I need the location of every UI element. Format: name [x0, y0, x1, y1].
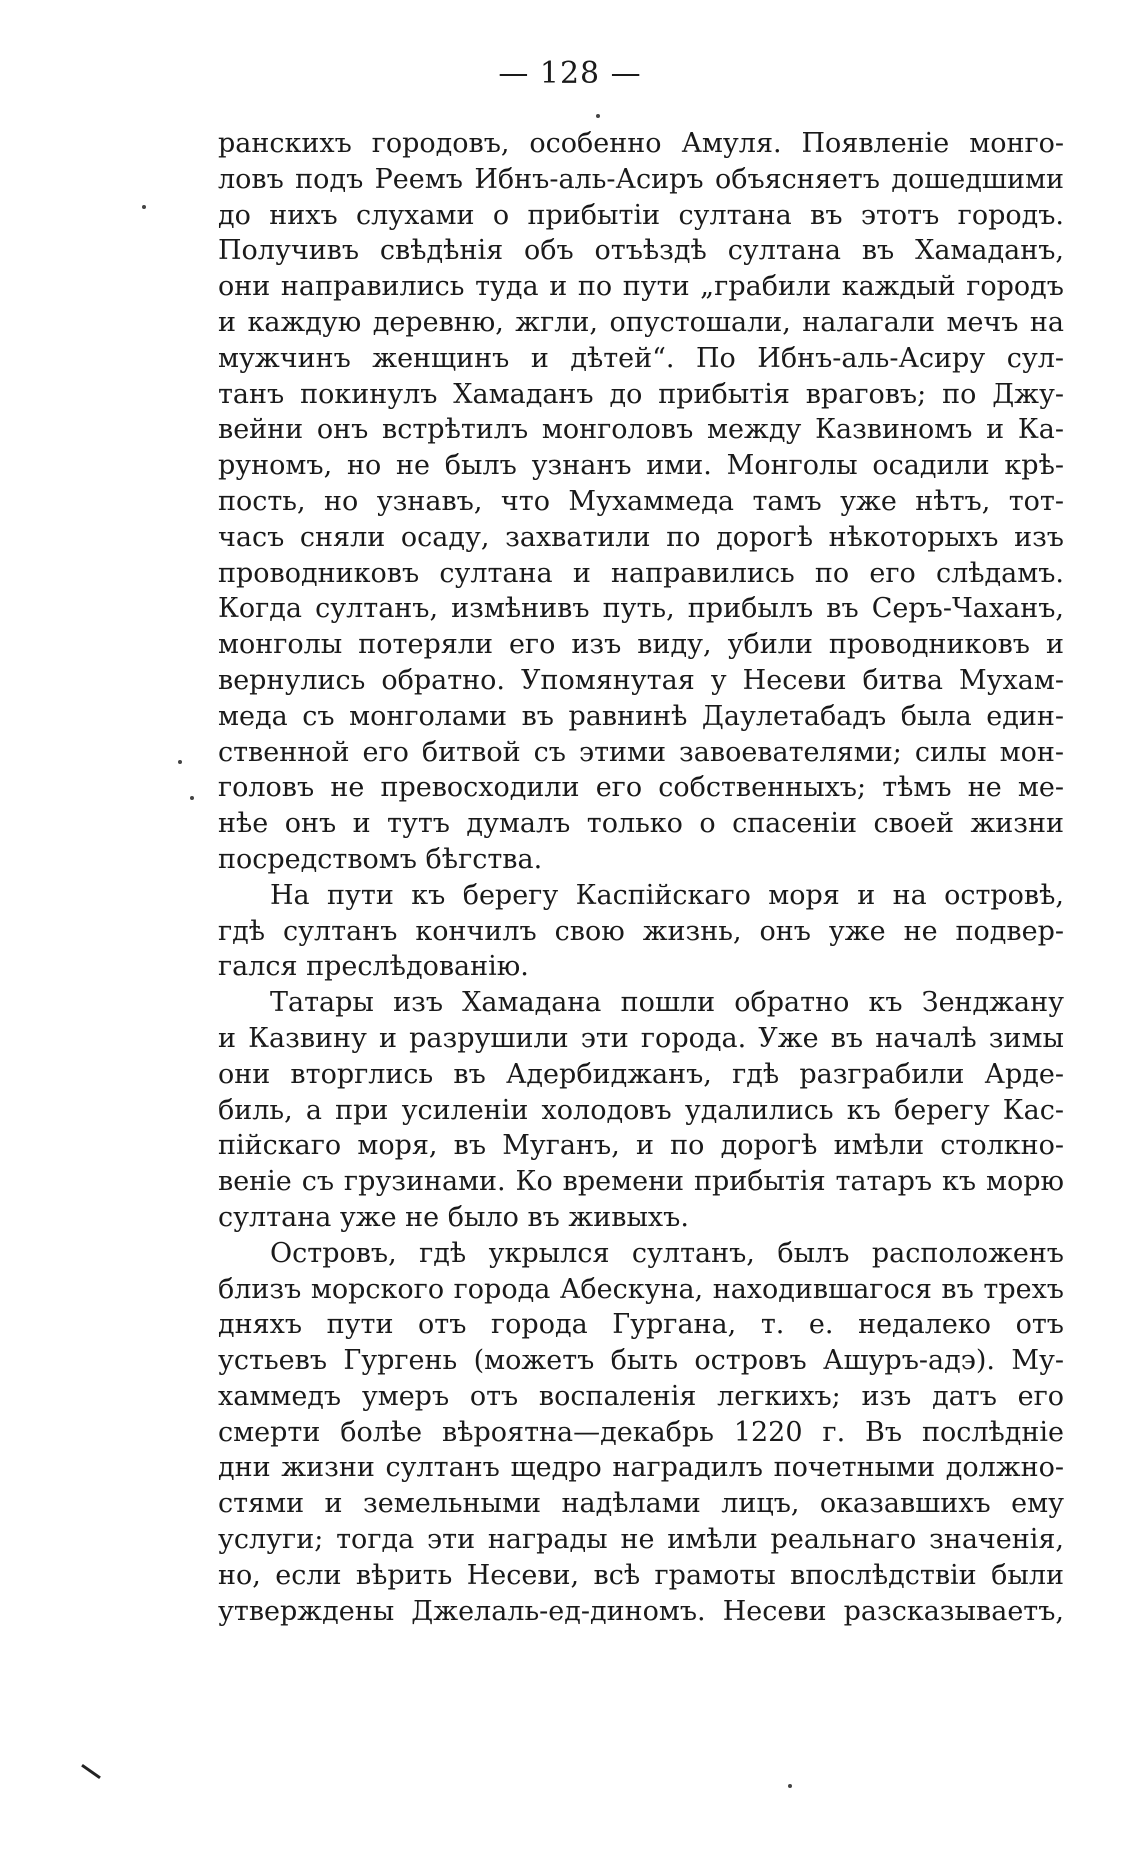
text-line: часъ сняли осаду, захватили по дорогѣ нѣкоторыхъ изъ — [218, 521, 1064, 553]
text-line: мужчинъ женщинъ и дѣтей“. По Ибнъ-аль-Асиру сул- — [218, 342, 1064, 374]
text-line: гдѣ султанъ кончилъ свою жизнь, онъ уже не подвер- — [218, 915, 1064, 947]
text-line: пійскаго моря, въ Муганъ, и по дорогѣ имѣли столкно- — [218, 1130, 1064, 1162]
text-line: вейни онъ встрѣтилъ монголовъ между Казвиномъ и Ка- — [218, 414, 1064, 446]
scan-dot — [190, 796, 194, 800]
text-line: нѣе онъ и тутъ думалъ только о спасеніи своей жизни — [218, 808, 1064, 840]
text-line: они вторглись въ Адербиджанъ, гдѣ разграбили Арде- — [218, 1058, 1064, 1090]
page-number: — 128 — — [498, 56, 642, 91]
text-line: и Казвину и разрушили эти города. Уже въ началѣ зимы — [218, 1022, 1064, 1054]
text-line: они направились туда и по пути „грабили каждый городъ — [218, 271, 1064, 303]
text-line: монголы потеряли его изъ виду, убили проводниковъ и — [218, 629, 1064, 661]
text-line: проводниковъ султана и направились по его слѣдамъ. — [218, 557, 1064, 589]
text-line: танъ покинулъ Хамаданъ до прибытія враговъ; по Джу- — [218, 378, 1064, 410]
text-line: руномъ, но не былъ узнанъ ими. Монголы осадили крѣ- — [218, 450, 1064, 482]
text-line: Когда султанъ, измѣнивъ путь, прибылъ въ Серъ-Чаханъ, — [218, 593, 1064, 625]
text-line: ственной его битвой съ этими завоевателями; силы мон- — [218, 736, 1064, 768]
text-line: устьевъ Гургень (можетъ быть островъ Ашуръ-адэ). Му- — [218, 1345, 1064, 1377]
text-line: посредствомъ бѣгства. — [218, 843, 543, 875]
text-line: меда съ монголами въ равнинѣ Даулетабадъ была един- — [218, 700, 1064, 732]
text-line: смерти болѣе вѣроятна—декабрь 1220 г. Въ послѣдніе — [218, 1416, 1064, 1448]
scan-dot — [142, 205, 146, 209]
body-text — [218, 126, 1064, 1629]
text-line: вернулись обратно. Упомянутая у Несеви битва Мухам- — [218, 664, 1064, 696]
text-line: веніе съ грузинами. Ко времени прибытія татаръ къ морю — [218, 1166, 1064, 1198]
text-line: близъ морского города Абескуна, находившагося въ трехъ — [218, 1273, 1064, 1305]
text-line: стями и земельными надѣлами лицъ, оказавшихъ ему — [218, 1488, 1064, 1520]
scan-dot — [788, 1784, 792, 1788]
text-line: дни жизни султанъ щедро наградилъ почетными должно- — [218, 1452, 1064, 1484]
scan-mark — [81, 1764, 101, 1779]
text-line: биль, а при усиленіи холодовъ удалились къ берегу Кас- — [218, 1094, 1064, 1126]
text-line: султана уже не было въ живыхъ. — [218, 1201, 689, 1233]
text-line: ловъ подъ Реемъ Ибнъ-аль-Асиръ объясняетъ дошедшими — [218, 163, 1064, 195]
text-line: Татары изъ Хамадана пошли обратно къ Зенджану — [270, 987, 1064, 1019]
text-line: услуги; тогда эти награды не имѣли реальнаго значенія, — [218, 1524, 1064, 1556]
scan-dot — [178, 760, 182, 764]
text-line: ранскихъ городовъ, особенно Амуля. Появленіе монго- — [218, 128, 1064, 159]
text-line: Островъ, гдѣ укрылся султанъ, былъ расположенъ — [270, 1237, 1064, 1269]
text-line: головъ не превосходили его собственныхъ; тѣмъ не ме- — [218, 772, 1064, 804]
text-line: хаммедъ умеръ отъ воспаленія легкихъ; изъ датъ его — [218, 1380, 1064, 1412]
text-line: пость, но узнавъ, что Мухаммеда тамъ уже нѣтъ, тот- — [218, 485, 1064, 517]
text-line: утверждены Джелаль-ед-диномъ. Несеви разсказываетъ, — [218, 1595, 1064, 1627]
text-line: до нихъ слухами о прибытіи султана въ этотъ городъ. — [218, 199, 1064, 231]
text-line: но, если вѣрить Несеви, всѣ грамоты впослѣдствіи были — [218, 1559, 1064, 1591]
text-line: На пути къ берегу Каспійскаго моря и на островѣ, — [270, 879, 1064, 911]
text-line: гался преслѣдованію. — [218, 951, 529, 983]
text-line: и каждую деревню, жгли, опустошали, налагали мечъ на — [218, 306, 1064, 338]
text-line: Получивъ свѣдѣнія объ отъѣздѣ султана въ Хамаданъ, — [218, 235, 1064, 267]
scan-dot — [596, 114, 600, 118]
text-line: дняхъ пути отъ города Гургана, т. е. недалеко отъ — [218, 1309, 1064, 1341]
